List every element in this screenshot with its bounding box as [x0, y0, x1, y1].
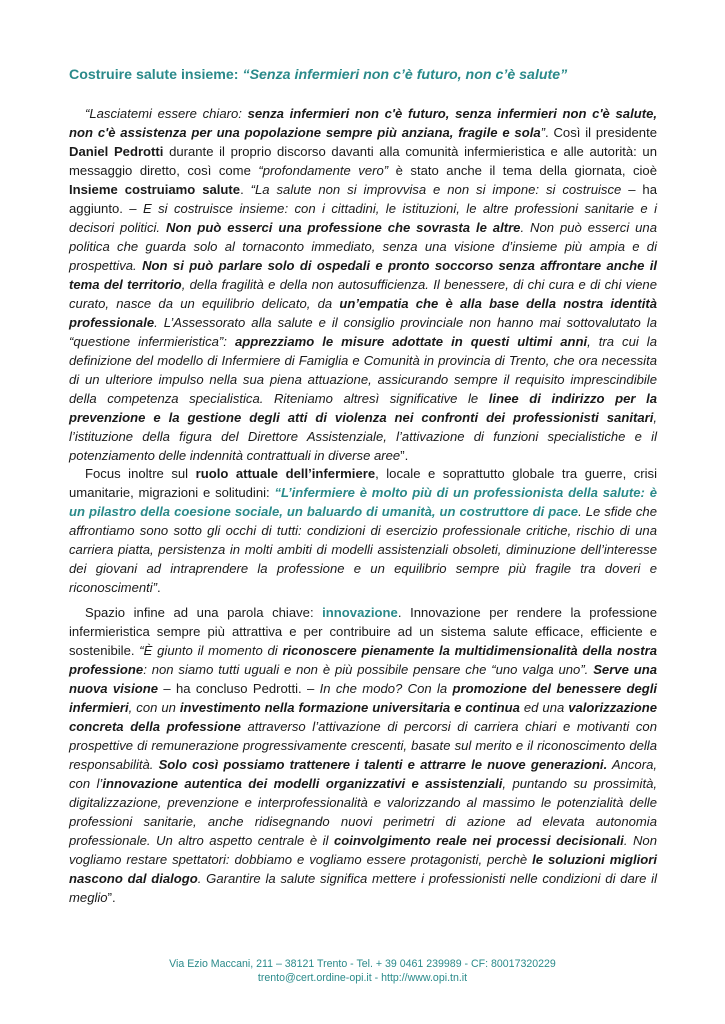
text-run: Solo così possiamo trattenere i talenti e attrarre le nuove generazioni. [158, 757, 608, 772]
text-run: “Lasciatemi essere chiaro: [85, 106, 248, 121]
text-run: Insieme costruiamo salute [69, 182, 241, 197]
text-run: ed una [519, 700, 569, 715]
footer-contacts: trento@cert.ordine-opi.it - http://www.opi.tn.it [257, 972, 468, 984]
text-run: ”. [107, 890, 116, 905]
text-run: “L’infermiere è molto più di un professionista della salute: è un pilastro della coesione sociale, un baluardo di umanità, un costruttore di pace [69, 485, 657, 519]
text-run: . Non può esserci una politica che guarda solo al tornaconto immediato, senza una visione d’insieme più ampia e di prospettiva. [69, 220, 657, 273]
text-run: è stato anche il tema della giornata, cioè [388, 163, 658, 178]
text-run: “La salute non si improvvisa e non si impone: si costruisce [250, 182, 622, 197]
text-run: , con un [128, 700, 180, 715]
text-run: apprezziamo le misure adottate in questi ultimi anni [234, 334, 588, 349]
text-run: E si costruisce insieme: con i cittadini, le istituzioni, le altre professioni sanitarie e i decisori politici. [69, 201, 658, 235]
text-run: – ha aggiunto. – [69, 182, 657, 216]
text-run: . L’Assessorato alla salute e il consiglio provinciale non hanno mai sottovalutato la “questione infermieristica”: [69, 315, 657, 349]
text-run: “profondamente vero” [258, 163, 389, 178]
text-run: senza infermieri non c'è futuro, senza infermieri non c'è salute, non c'è assistenza per una popolazione sempre più anziana, fragile e sola [69, 106, 657, 140]
text-run: “È giunto il momento di [139, 643, 283, 658]
text-run: valorizzazione concreta della professione [69, 700, 658, 734]
text-run: , della fragilità e della non autosufficienza. Il benessere, di chi cura e di chi viene curato, nasce da un equilibrio delicato, da [69, 277, 657, 311]
text-run: ” [540, 125, 545, 140]
title-quote: “Senza infermieri non c’è futuro, non c’è salute” [242, 67, 568, 83]
text-run: durante il proprio discorso davanti alla comunità infermieristica e alle autorità: un messaggio diretto, così come [69, 144, 657, 178]
text-run: , puntando su prossimità, digitalizzazione, prevenzione e interprofessionalità e valorizzando al massimo le potenzialità delle professioni sanitarie, anche ridisegnando nuovi perimetri di azione ad elevata autonomia professionale. Un altro aspetto centrale è il [69, 776, 657, 848]
text-run: – ha concluso Pedrotti. – [158, 681, 320, 696]
text-run: . Non vogliamo restare spettatori: dobbiamo e vogliamo essere protagonisti, perchè [69, 833, 657, 867]
text-run: un’empatia che è alla base della nostra identità professionale [69, 296, 657, 330]
text-run: . Innovazione per rendere la professione infermieristica sempre più attrattiva e per contribuire ad un sistema salute efficace, efficiente e sostenibile. [69, 605, 657, 658]
text-run: Non può esserci una professione che sovrasta le altre [166, 220, 521, 235]
text-run: . [240, 182, 251, 197]
title-prefix: Costruire salute insieme: [69, 67, 243, 83]
text-run: Focus inoltre sul [85, 466, 196, 481]
text-run: investimento nella formazione universitaria e continua [179, 700, 520, 715]
paragraph-1 [69, 104, 657, 465]
paragraph-2 [69, 464, 657, 597]
text-run: innovazione [322, 605, 398, 620]
paragraph-3 [69, 603, 657, 907]
text-run: Non si può parlare solo di ospedali e pronto soccorso senza affrontare anche il tema del territorio [69, 258, 658, 292]
text-run: , l’istituzione della figura del Direttore Assistenziale, l’attivazione di funzioni specialistiche e il potenziamento delle indennità contrattuali in diverse aree [69, 410, 657, 463]
text-run: Ancora, con l’ [69, 757, 657, 791]
text-run: linee di indirizzo per la prevenzione e la gestione degli atti di violenza nei confronti dei professionisti sanitari [69, 391, 657, 425]
text-run: innovazione autentica dei modelli organizzativi e assistenziali [102, 776, 503, 791]
article-title [69, 66, 669, 84]
text-run: coinvolgimento reale nei processi decisionali [333, 833, 624, 848]
footer-address: Via Ezio Maccani, 211 – 38121 Trento - Tel. + 39 0461 239989 - CF: 80017320229 [169, 958, 556, 970]
text-run: Serve una nuova visione [69, 662, 657, 696]
text-run: . Così il presidente [545, 125, 657, 140]
text-run: riconoscere pienamente la multidimensionalità della nostra professione [69, 643, 657, 677]
text-run: In che modo? Con la [319, 681, 453, 696]
text-run: Daniel Pedrotti [69, 144, 164, 159]
text-run: . [157, 580, 161, 595]
text-run: attraverso l’attivazione di percorsi di carriera chiari e motivanti con prospettive di remunerazione progressivamente crescenti, basate sul merito e il riconoscimento della responsabilità. [69, 719, 657, 772]
text-run: promozione del benessere degli infermieri [69, 681, 657, 715]
text-run: ”. [400, 448, 409, 463]
text-run: . Le sfide che affrontiamo sono sotto gli occhi di tutti: condizioni di esercizio professionale critiche, rischio di una carriera piatta, persistenza in molti ambiti di modelli assistenziali obsoleti, diminuzione dell’interesse dei giovani ad intraprendere la professione e un equilibrio sempre più fragile tra doveri e riconoscimenti” [69, 504, 657, 595]
text-run: , tra cui la definizione del modello di Infermiere di Famiglia e Comunità in provincia di Trento, che ora necessita di un ulteriore impulso nella sua piena attuazione, assicurando sempre il requisito imprescindibile della competenza specialistica. Riteniamo altresì significative le [69, 334, 657, 406]
text-run: le soluzioni migliori nascono dal dialogo [69, 852, 657, 886]
text-run: Spazio infine ad una parola chiave: [85, 605, 323, 620]
text-run: ruolo attuale dell’infermiere [195, 466, 376, 481]
text-run: . Garantire la salute significa mettere i professionisti nelle condizioni di dare il meglio [69, 871, 657, 905]
text-run: : non siamo tutti uguali e non è più possibile pensare che “uno valga uno”. [143, 662, 594, 677]
text-run: , locale e soprattutto globale tra guerre, crisi umanitarie, migrazioni e solitudini: [69, 466, 658, 500]
